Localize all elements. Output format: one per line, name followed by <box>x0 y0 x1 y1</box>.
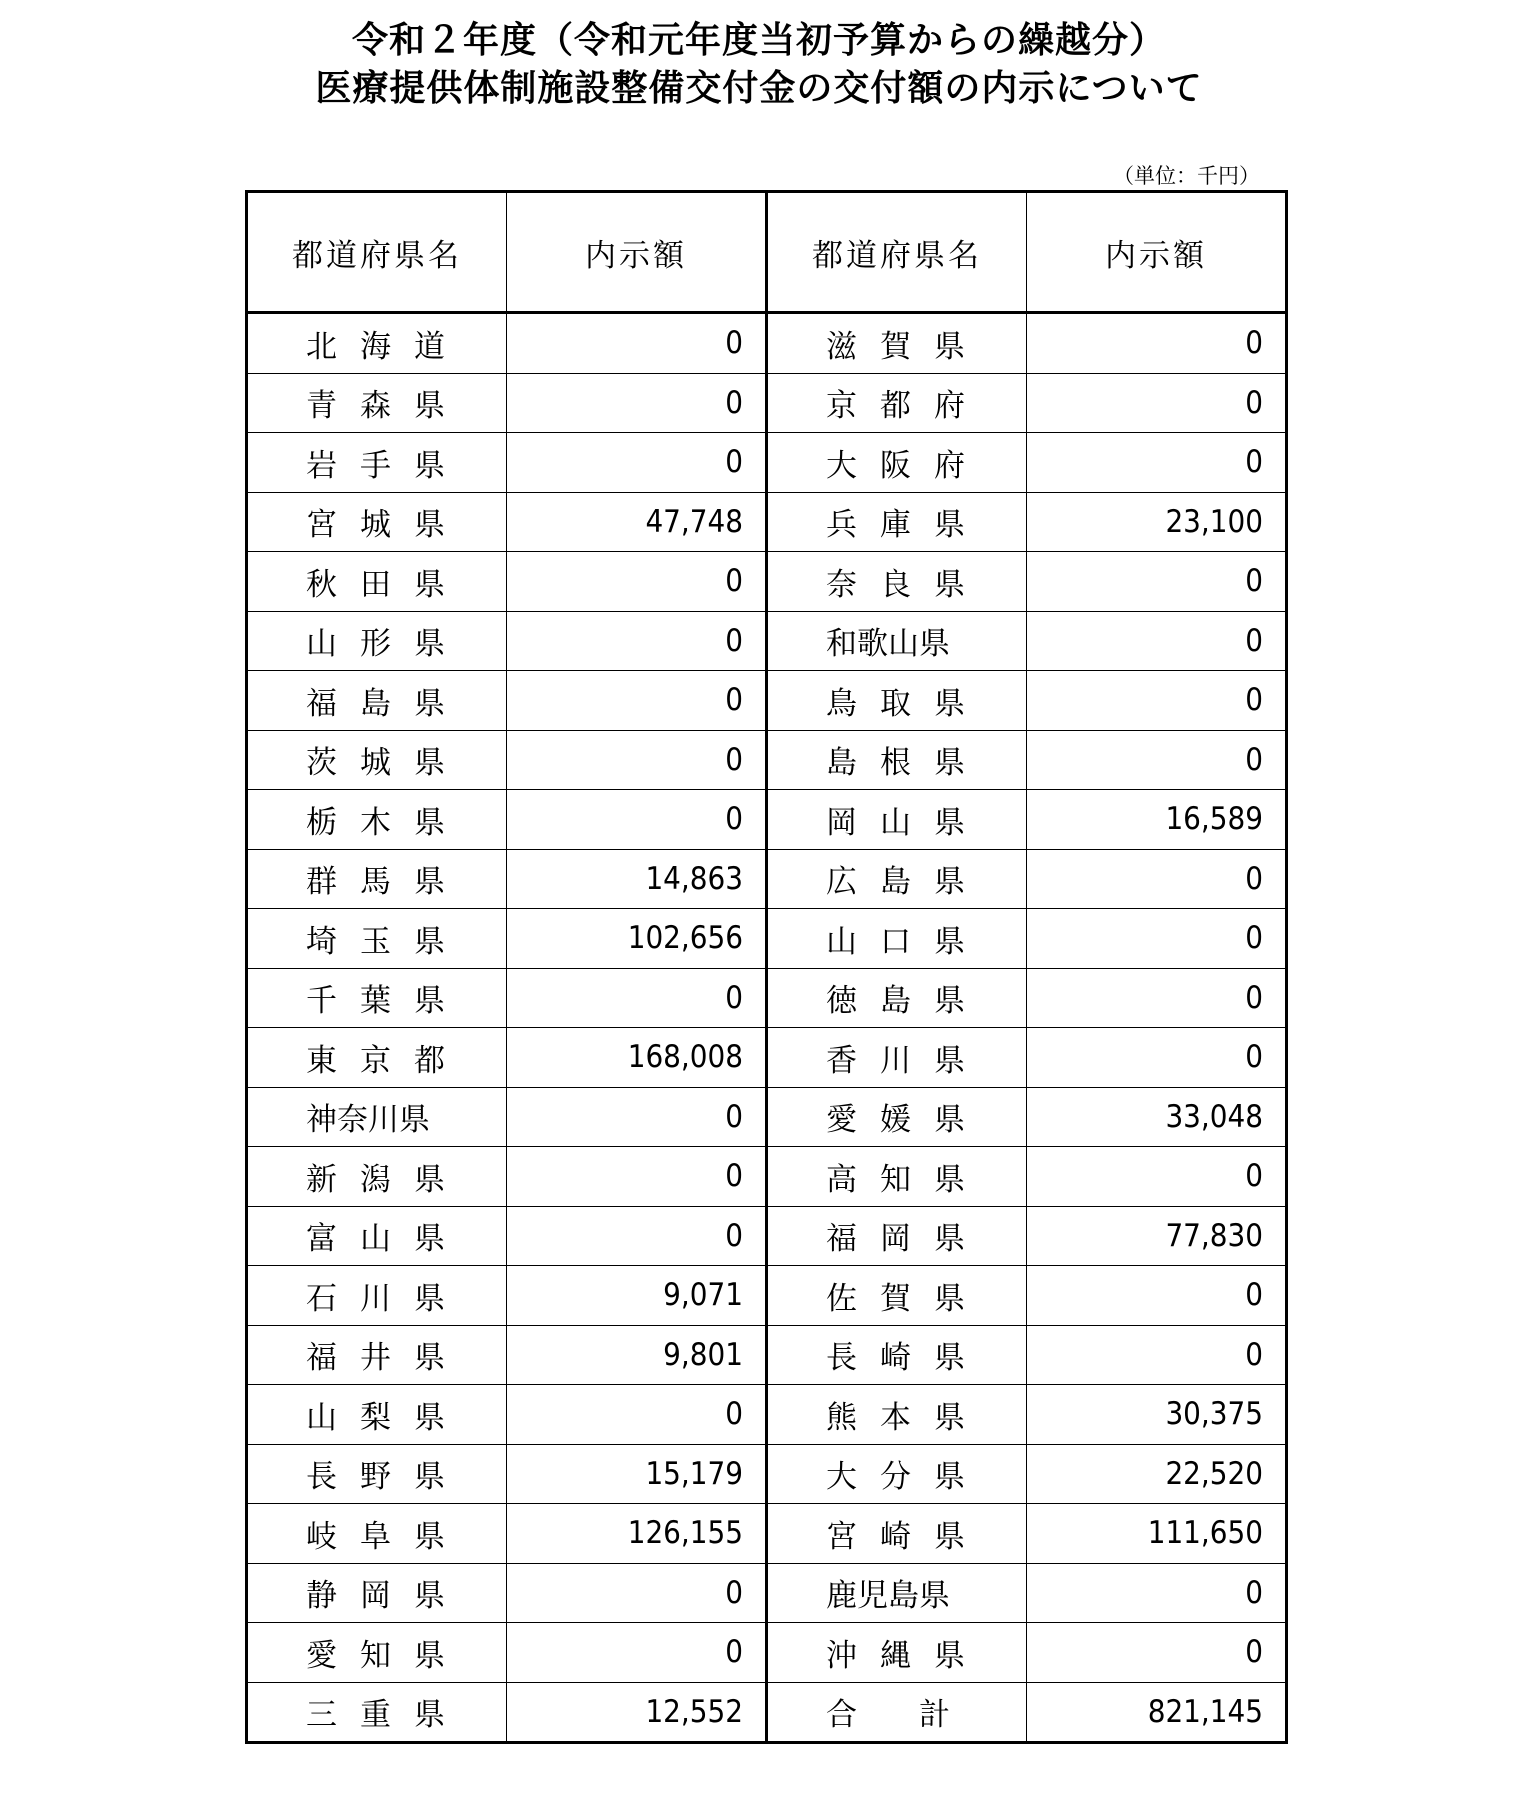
amount-left: 0 <box>507 1563 767 1623</box>
amount-right: 77,830 <box>1027 1206 1287 1266</box>
pref-name-text: 青森県 <box>306 388 468 425</box>
amount-left: 9,801 <box>507 1325 767 1385</box>
pref-name-text: 大阪府 <box>826 447 988 484</box>
pref-name-text: 東京都 <box>306 1042 468 1079</box>
header-pref-right: 都道府県名 <box>767 192 1027 313</box>
pref-name-text: 石川県 <box>306 1280 468 1317</box>
amount-right: 0 <box>1027 671 1287 731</box>
pref-name-text: 愛知県 <box>306 1637 468 1674</box>
table-row <box>247 909 1287 969</box>
pref-name-right <box>767 1444 1027 1504</box>
pref-name-text: 鹿児島県 <box>826 1578 950 1615</box>
header-amount-left: 内示額 <box>507 192 767 313</box>
pref-name-left <box>247 849 507 909</box>
unit-note: （単位：千円） <box>1113 164 1260 188</box>
pref-name-right <box>767 1504 1027 1564</box>
table-row <box>247 1147 1287 1207</box>
pref-name-text: 長崎県 <box>826 1340 988 1377</box>
amount-left: 9,071 <box>507 1266 767 1326</box>
amount-left: 47,748 <box>507 492 767 552</box>
pref-name-text: 山形県 <box>306 626 468 663</box>
pref-name-text: 神奈川県 <box>306 1102 430 1139</box>
pref-name-text: 熊本県 <box>826 1399 988 1436</box>
pref-name-right <box>767 611 1027 671</box>
pref-name-left <box>247 1385 507 1445</box>
pref-name-text: 福岡県 <box>826 1221 988 1258</box>
header-amount-right: 内示額 <box>1027 192 1287 313</box>
pref-name-text: 島根県 <box>826 745 988 782</box>
pref-name-left <box>247 909 507 969</box>
amount-right: 23,100 <box>1027 492 1287 552</box>
table-row <box>247 1682 1287 1743</box>
pref-name-right <box>767 1087 1027 1147</box>
pref-name-left <box>247 1147 507 1207</box>
pref-name-text: 岩手県 <box>306 447 468 484</box>
pref-name-left <box>247 730 507 790</box>
amount-right: 30,375 <box>1027 1385 1287 1445</box>
pref-name-text: 静岡県 <box>306 1578 468 1615</box>
table-row <box>247 611 1287 671</box>
amount-right: 22,520 <box>1027 1444 1287 1504</box>
table-row <box>247 1266 1287 1326</box>
table-row <box>247 730 1287 790</box>
amount-right: 0 <box>1027 1028 1287 1088</box>
pref-name-left <box>247 671 507 731</box>
amount-left: 14,863 <box>507 849 767 909</box>
pref-name-text: 埼玉県 <box>306 923 468 960</box>
amount-left: 126,155 <box>507 1504 767 1564</box>
pref-name-left <box>247 1682 507 1743</box>
pref-name-right <box>767 1385 1027 1445</box>
pref-name-right <box>767 433 1027 493</box>
pref-name-left <box>247 1504 507 1564</box>
amount-left: 15,179 <box>507 1444 767 1504</box>
pref-name-text: 京都府 <box>826 388 988 425</box>
amount-right: 821,145 <box>1027 1682 1287 1743</box>
amount-left: 0 <box>507 1623 767 1683</box>
pref-name-text: 岐阜県 <box>306 1518 468 1555</box>
amount-right: 0 <box>1027 968 1287 1028</box>
pref-name-right <box>767 790 1027 850</box>
pref-name-text: 山梨県 <box>306 1399 468 1436</box>
pref-name-left <box>247 1206 507 1266</box>
pref-name-text: 兵庫県 <box>826 507 988 544</box>
pref-name-right <box>767 1206 1027 1266</box>
pref-name-text: 北海道 <box>306 328 468 365</box>
table-row <box>247 1206 1287 1266</box>
allocation-table <box>245 190 1288 1744</box>
table-row <box>247 1087 1287 1147</box>
document-title-line1: 令和２年度（令和元年度当初予算からの繰越分） <box>351 20 1166 61</box>
pref-name-text: 福井県 <box>306 1340 468 1377</box>
amount-right: 0 <box>1027 373 1287 433</box>
pref-name-text: 佐賀県 <box>826 1280 988 1317</box>
pref-name-left <box>247 1325 507 1385</box>
pref-name-right <box>767 1682 1027 1743</box>
pref-name-right <box>767 1325 1027 1385</box>
pref-name-text: 大分県 <box>826 1459 988 1496</box>
pref-name-text: 群馬県 <box>306 864 468 901</box>
amount-left: 0 <box>507 373 767 433</box>
table-row <box>247 1563 1287 1623</box>
amount-right: 0 <box>1027 611 1287 671</box>
document-title-line2: 医療提供体制施設整備交付金の交付額の内示について <box>315 68 1203 109</box>
pref-name-left <box>247 313 507 374</box>
table-row <box>247 373 1287 433</box>
pref-name-right <box>767 1147 1027 1207</box>
table-row <box>247 1444 1287 1504</box>
pref-name-left <box>247 552 507 612</box>
amount-left: 0 <box>507 433 767 493</box>
pref-name-left <box>247 968 507 1028</box>
header-pref-left: 都道府県名 <box>247 192 507 313</box>
table-row <box>247 1325 1287 1385</box>
table-row <box>247 1385 1287 1445</box>
pref-name-left <box>247 1563 507 1623</box>
amount-left: 0 <box>507 1385 767 1445</box>
pref-name-text: 富山県 <box>306 1221 468 1258</box>
amount-left: 0 <box>507 730 767 790</box>
pref-name-left <box>247 1623 507 1683</box>
table-row <box>247 1028 1287 1088</box>
amount-right: 0 <box>1027 1623 1287 1683</box>
pref-name-text: 宮城県 <box>306 507 468 544</box>
pref-name-text: 和歌山県 <box>826 626 950 663</box>
pref-name-left <box>247 373 507 433</box>
pref-name-right <box>767 1623 1027 1683</box>
pref-name-text: 滋賀県 <box>826 328 988 365</box>
amount-left: 0 <box>507 1206 767 1266</box>
amount-left: 0 <box>507 552 767 612</box>
amount-right: 0 <box>1027 552 1287 612</box>
pref-name-text: 広島県 <box>826 864 988 901</box>
pref-name-left <box>247 492 507 552</box>
pref-name-right <box>767 313 1027 374</box>
pref-name-right <box>767 492 1027 552</box>
amount-right: 0 <box>1027 730 1287 790</box>
amount-right: 111,650 <box>1027 1504 1287 1564</box>
pref-name-text: 福島県 <box>306 685 468 722</box>
pref-name-text: 沖縄県 <box>826 1637 988 1674</box>
amount-left: 0 <box>507 671 767 731</box>
amount-left: 0 <box>507 968 767 1028</box>
amount-left: 0 <box>507 790 767 850</box>
pref-name-text: 香川県 <box>826 1042 988 1079</box>
header-row <box>247 192 1287 313</box>
pref-name-text: 奈良県 <box>826 566 988 603</box>
amount-right: 0 <box>1027 1147 1287 1207</box>
amount-left: 102,656 <box>507 909 767 969</box>
pref-name-left <box>247 1444 507 1504</box>
pref-name-text: 栃木県 <box>306 804 468 841</box>
table-row <box>247 790 1287 850</box>
pref-name-left <box>247 433 507 493</box>
pref-name-left <box>247 1266 507 1326</box>
pref-name-right <box>767 671 1027 731</box>
table-row <box>247 552 1287 612</box>
table-row <box>247 433 1287 493</box>
table-row <box>247 492 1287 552</box>
table-row <box>247 849 1287 909</box>
table-row <box>247 1623 1287 1683</box>
pref-name-text: 高知県 <box>826 1161 988 1198</box>
pref-name-right <box>767 730 1027 790</box>
table-row <box>247 313 1287 374</box>
pref-name-text: 長野県 <box>306 1459 468 1496</box>
amount-right: 33,048 <box>1027 1087 1287 1147</box>
amount-left: 0 <box>507 1147 767 1207</box>
amount-right: 0 <box>1027 313 1287 374</box>
amount-left: 168,008 <box>507 1028 767 1088</box>
pref-name-right <box>767 1266 1027 1326</box>
amount-right: 16,589 <box>1027 790 1287 850</box>
pref-name-right <box>767 968 1027 1028</box>
table-row <box>247 968 1287 1028</box>
amount-left: 0 <box>507 313 767 374</box>
pref-name-text: 新潟県 <box>306 1161 468 1198</box>
amount-right: 0 <box>1027 1325 1287 1385</box>
pref-name-right <box>767 849 1027 909</box>
pref-name-right <box>767 373 1027 433</box>
pref-name-text: 千葉県 <box>306 983 468 1020</box>
pref-name-text: 岡山県 <box>826 804 988 841</box>
pref-name-left <box>247 790 507 850</box>
amount-right: 0 <box>1027 1266 1287 1326</box>
pref-name-text: 茨城県 <box>306 745 468 782</box>
pref-name-right <box>767 1028 1027 1088</box>
pref-name-text: 愛媛県 <box>826 1102 988 1139</box>
pref-name-left <box>247 611 507 671</box>
amount-left: 0 <box>507 611 767 671</box>
pref-name-right <box>767 909 1027 969</box>
amount-right: 0 <box>1027 433 1287 493</box>
pref-name-text: 合 計 <box>826 1697 950 1734</box>
amount-left: 12,552 <box>507 1682 767 1743</box>
pref-name-text: 山口県 <box>826 923 988 960</box>
table-row <box>247 671 1287 731</box>
pref-name-left <box>247 1028 507 1088</box>
pref-name-right <box>767 552 1027 612</box>
pref-name-text: 三重県 <box>306 1697 468 1734</box>
pref-name-text: 徳島県 <box>826 983 988 1020</box>
amount-right: 0 <box>1027 1563 1287 1623</box>
pref-name-text: 宮崎県 <box>826 1518 988 1555</box>
table-row <box>247 1504 1287 1564</box>
pref-name-right <box>767 1563 1027 1623</box>
pref-name-text: 鳥取県 <box>826 685 988 722</box>
amount-left: 0 <box>507 1087 767 1147</box>
pref-name-text: 秋田県 <box>306 566 468 603</box>
amount-right: 0 <box>1027 849 1287 909</box>
pref-name-left <box>247 1087 507 1147</box>
amount-right: 0 <box>1027 909 1287 969</box>
